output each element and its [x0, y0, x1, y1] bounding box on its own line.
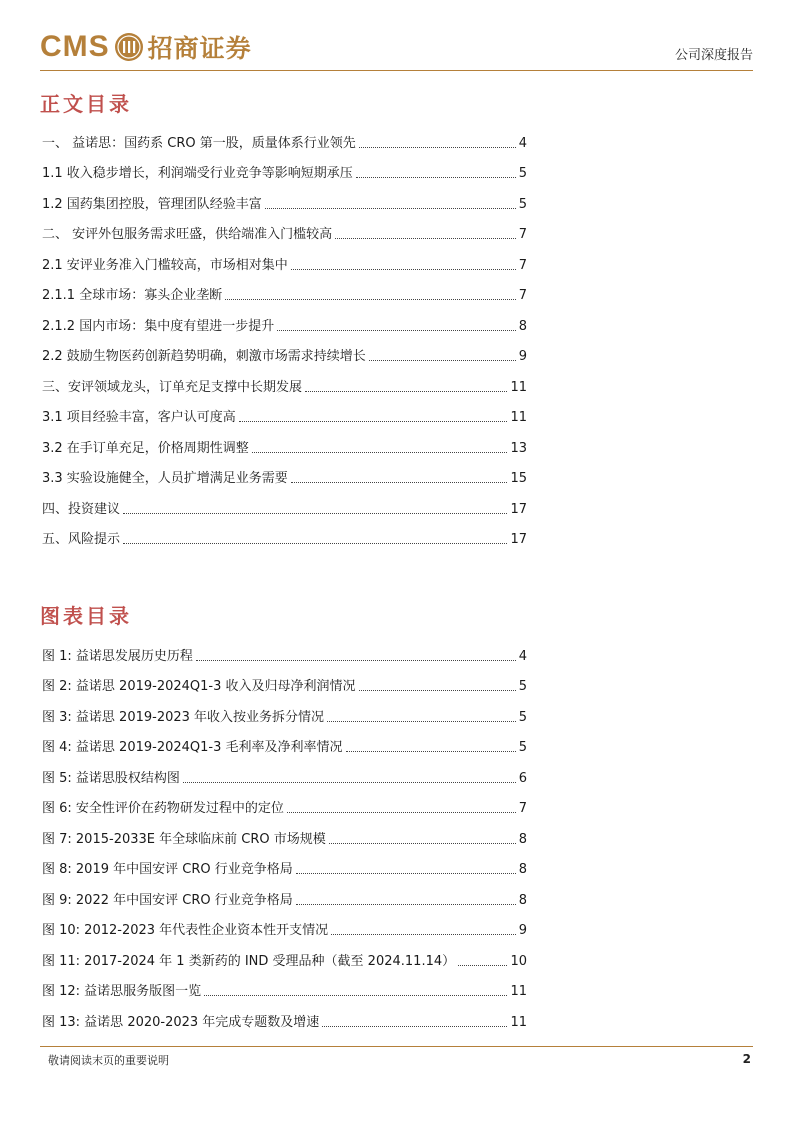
toc-entry-title: 2.2 鼓励生物医药创新趋势明确，刺激市场需求持续增长: [42, 350, 369, 363]
toc-entry[interactable]: [42, 946, 527, 977]
footer-divider: [40, 1046, 753, 1047]
toc-entry-title: 图 12: 益诺思服务版图一览: [42, 985, 204, 998]
toc-entry-title: 3.2 在手订单充足，价格周期性调整: [42, 442, 252, 455]
toc-entry-page: 15: [510, 471, 527, 487]
toc-dot-leader: [359, 690, 516, 691]
toc-dot-leader: [356, 177, 516, 178]
toc-entry[interactable]: [42, 702, 527, 733]
toc-dot-leader: [239, 421, 508, 422]
toc-entry[interactable]: [42, 372, 527, 403]
toc-entry-page: 5: [518, 679, 527, 695]
toc-entry-page: 8: [518, 862, 527, 878]
toc-entry-title: 图 8: 2019 年中国安评 CRO 行业竞争格局: [42, 863, 296, 876]
toc-dot-leader: [329, 843, 516, 844]
toc-dot-leader: [287, 812, 516, 813]
toc-entry-page: 5: [518, 709, 527, 725]
logo-latin-text: CMS: [40, 30, 110, 63]
footer-disclaimer-note: 敬请阅读末页的重要说明: [48, 1054, 169, 1067]
toc-dot-leader: [123, 513, 507, 514]
toc-entry-title: 图 13: 益诺思 2020-2023 年完成专题数及增速: [42, 1016, 322, 1029]
toc-entry-title: 图 3: 益诺思 2019-2023 年收入按业务拆分情况: [42, 711, 327, 724]
toc-entry-page: 13: [510, 440, 527, 456]
toc-entry-page: 5: [518, 740, 527, 756]
logo-emblem-icon: [114, 32, 144, 62]
toc-dot-leader: [322, 1026, 507, 1027]
toc-entry[interactable]: [42, 311, 527, 342]
toc-dot-leader: [305, 391, 507, 392]
header-divider: [40, 70, 753, 71]
toc-entry-title: 3.1 项目经验丰富，客户认可度高: [42, 411, 239, 424]
toc-entry-title: 图 4: 益诺思 2019-2024Q1-3 毛利率及净利率情况: [42, 741, 346, 754]
toc-dot-leader: [291, 482, 508, 483]
toc-entry[interactable]: [42, 1007, 527, 1038]
toc-entry[interactable]: [42, 885, 527, 916]
toc-entry-title: 1.2 国药集团控股，管理团队经验丰富: [42, 198, 265, 211]
toc-entry-page: 7: [518, 257, 527, 273]
toc-entry-title: 五、风险提示: [42, 533, 123, 546]
toc-dot-leader: [369, 360, 516, 361]
toc-entry-page: 7: [518, 801, 527, 817]
toc-dot-leader: [327, 721, 516, 722]
toc-dot-leader: [183, 782, 516, 783]
page-number: 2: [742, 1052, 751, 1066]
toc-dot-leader: [296, 873, 516, 874]
toc-entry[interactable]: [42, 464, 527, 495]
toc-entry[interactable]: [42, 433, 527, 464]
toc-entry-title: 一、 益诺思：国药系 CRO 第一股，质量体系行业领先: [42, 137, 359, 150]
toc-entry-page: 7: [518, 288, 527, 304]
toc-entry-page: 11: [510, 410, 527, 426]
toc-entry-page: 4: [518, 648, 527, 664]
toc-entry-page: 8: [518, 892, 527, 908]
toc-dot-leader: [123, 543, 507, 544]
toc-entry-title: 二、 安评外包服务需求旺盛，供给端准入门槛较高: [42, 228, 335, 241]
logo-chinese-text: 招商证券: [147, 34, 252, 63]
main-toc-list: [42, 128, 527, 555]
toc-entry-page: 17: [510, 501, 527, 517]
toc-entry[interactable]: [42, 494, 527, 525]
toc-dot-leader: [296, 904, 516, 905]
toc-entry-title: 图 2: 益诺思 2019-2024Q1-3 收入及归母净利润情况: [42, 680, 359, 693]
toc-entry[interactable]: [42, 220, 527, 251]
toc-entry-title: 三、安评领域龙头，订单充足支撑中长期发展: [42, 381, 305, 394]
toc-entry-title: 图 5: 益诺思股权结构图: [42, 772, 183, 785]
toc-entry[interactable]: [42, 525, 527, 556]
toc-entry-page: 5: [518, 196, 527, 212]
page-header: [40, 26, 753, 72]
toc-entry-title: 图 1: 益诺思发展历史历程: [42, 650, 196, 663]
toc-entry[interactable]: [42, 977, 527, 1008]
toc-entry[interactable]: [42, 281, 527, 312]
toc-dot-leader: [252, 452, 508, 453]
toc-dot-leader: [335, 238, 516, 239]
toc-entry[interactable]: [42, 641, 527, 672]
toc-entry[interactable]: [42, 672, 527, 703]
main-toc-heading: 正文目录: [40, 92, 132, 116]
toc-entry[interactable]: [42, 403, 527, 434]
toc-entry-page: 9: [518, 923, 527, 939]
company-logo: [40, 30, 252, 64]
toc-entry-title: 图 9: 2022 年中国安评 CRO 行业竞争格局: [42, 894, 296, 907]
toc-dot-leader: [277, 330, 516, 331]
toc-entry-page: 11: [510, 984, 527, 1000]
figure-toc-heading: 图表目录: [40, 604, 132, 628]
toc-entry[interactable]: [42, 733, 527, 764]
toc-entry-page: 11: [510, 1014, 527, 1030]
toc-entry[interactable]: [42, 159, 527, 190]
toc-entry-title: 图 11: 2017-2024 年 1 类新药的 IND 受理品种（截至 2024.11.14）: [42, 955, 458, 968]
toc-entry[interactable]: [42, 794, 527, 825]
toc-entry-page: 7: [518, 227, 527, 243]
toc-entry[interactable]: [42, 128, 527, 159]
toc-dot-leader: [458, 965, 507, 966]
toc-entry-page: 8: [518, 318, 527, 334]
toc-dot-leader: [265, 208, 516, 209]
toc-dot-leader: [346, 751, 516, 752]
toc-dot-leader: [196, 660, 516, 661]
toc-entry-page: 6: [518, 770, 527, 786]
toc-dot-leader: [359, 147, 516, 148]
toc-entry-page: 5: [518, 166, 527, 182]
toc-dot-leader: [291, 269, 516, 270]
toc-entry-title: 2.1 安评业务准入门槛较高，市场相对集中: [42, 259, 291, 272]
toc-entry-title: 3.3 实验设施健全，人员扩增满足业务需要: [42, 472, 291, 485]
figure-toc-list: [42, 641, 527, 1038]
toc-entry-title: 图 7: 2015-2033E 年全球临床前 CRO 市场规模: [42, 833, 329, 846]
toc-entry-page: 11: [510, 379, 527, 395]
toc-entry-title: 2.1.2 国内市场：集中度有望进一步提升: [42, 320, 277, 333]
toc-entry[interactable]: [42, 916, 527, 947]
toc-entry[interactable]: [42, 763, 527, 794]
toc-dot-leader: [331, 934, 516, 935]
toc-entry[interactable]: [42, 855, 527, 886]
toc-entry-title: 图 6: 安全性评价在药物研发过程中的定位: [42, 802, 287, 815]
toc-dot-leader: [225, 299, 516, 300]
toc-entry-page: 8: [518, 831, 527, 847]
toc-entry[interactable]: [42, 824, 527, 855]
toc-entry-page: 17: [510, 532, 527, 548]
toc-entry-title: 四、投资建议: [42, 503, 123, 516]
toc-entry-page: 10: [510, 953, 527, 969]
toc-entry[interactable]: [42, 342, 527, 373]
toc-entry-page: 9: [518, 349, 527, 365]
toc-entry-title: 图 10: 2012-2023 年代表性企业资本性开支情况: [42, 924, 331, 937]
toc-entry-title: 1.1 收入稳步增长，利润端受行业竞争等影响短期承压: [42, 167, 356, 180]
toc-entry-page: 4: [518, 135, 527, 151]
document-type-label: 公司深度报告: [674, 48, 753, 63]
toc-entry[interactable]: [42, 189, 527, 220]
toc-dot-leader: [204, 995, 507, 996]
toc-entry[interactable]: [42, 250, 527, 281]
toc-entry-title: 2.1.1 全球市场：寡头企业垄断: [42, 289, 225, 302]
